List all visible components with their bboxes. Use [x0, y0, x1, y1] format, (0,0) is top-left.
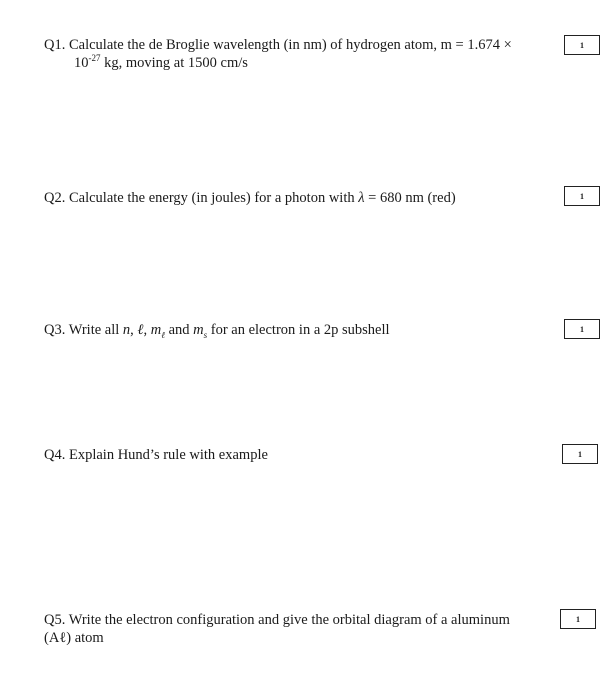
separator: ,: [130, 322, 138, 338]
question-3-label: Q3.: [44, 322, 66, 338]
lambda-symbol: λ: [358, 190, 365, 206]
question-4-label: Q4.: [44, 447, 66, 463]
symbol-ml: m: [150, 322, 162, 338]
question-4-text: Explain Hund’s rule with example: [68, 447, 268, 463]
question-3-text-a: Write all: [68, 322, 123, 338]
question-1-line-1: [44, 36, 512, 54]
question-5: [44, 611, 510, 647]
question-5-line-1: [44, 611, 510, 629]
symbol-n: n: [122, 322, 131, 338]
exponent-base: 10: [74, 55, 89, 71]
question-3-text-b: and: [164, 322, 194, 338]
question-2-text-end: = 680 nm (red): [364, 190, 456, 206]
question-1-text: Calculate the de Broglie wavelength (in nm) of hydrogen atom, m = 1.674 ×: [68, 37, 512, 53]
question-1-line-2: [44, 54, 512, 72]
question-2: [44, 189, 456, 207]
symbol-ms: m: [193, 322, 204, 338]
question-5-text: Write the electron configuration and give the orbital diagram of a aluminum: [68, 612, 510, 628]
question-2-label: Q2.: [44, 190, 66, 206]
symbol-ms-sub: s: [203, 329, 208, 340]
symbol-l: ℓ: [137, 322, 144, 338]
question-2-line: [44, 189, 456, 207]
question-3-marks-box: 1: [564, 319, 600, 339]
question-1-text-cont: kg, moving at 1500 cm/s: [100, 55, 248, 71]
question-4: [44, 446, 268, 464]
question-3: [44, 321, 390, 344]
question-1: [44, 36, 512, 72]
separator: ,: [143, 322, 151, 338]
question-5-label: Q5.: [44, 612, 66, 628]
question-5-line-2: (Aℓ) atom: [44, 630, 104, 646]
question-3-line: [44, 321, 390, 344]
question-5-marks-box: 1: [560, 609, 596, 629]
question-1-marks-box: 1: [564, 35, 600, 55]
question-4-line: [44, 446, 268, 464]
question-4-marks-box: 1: [562, 444, 598, 464]
symbol-ml-sub: ℓ: [161, 329, 165, 340]
question-1-label: Q1.: [44, 37, 66, 53]
question-3-text-c: for an electron in a 2p subshell: [207, 322, 390, 338]
question-2-marks-box: 1: [564, 186, 600, 206]
exponent-value: -27: [88, 53, 101, 64]
question-2-text: Calculate the energy (in joules) for a photon with: [68, 190, 359, 206]
